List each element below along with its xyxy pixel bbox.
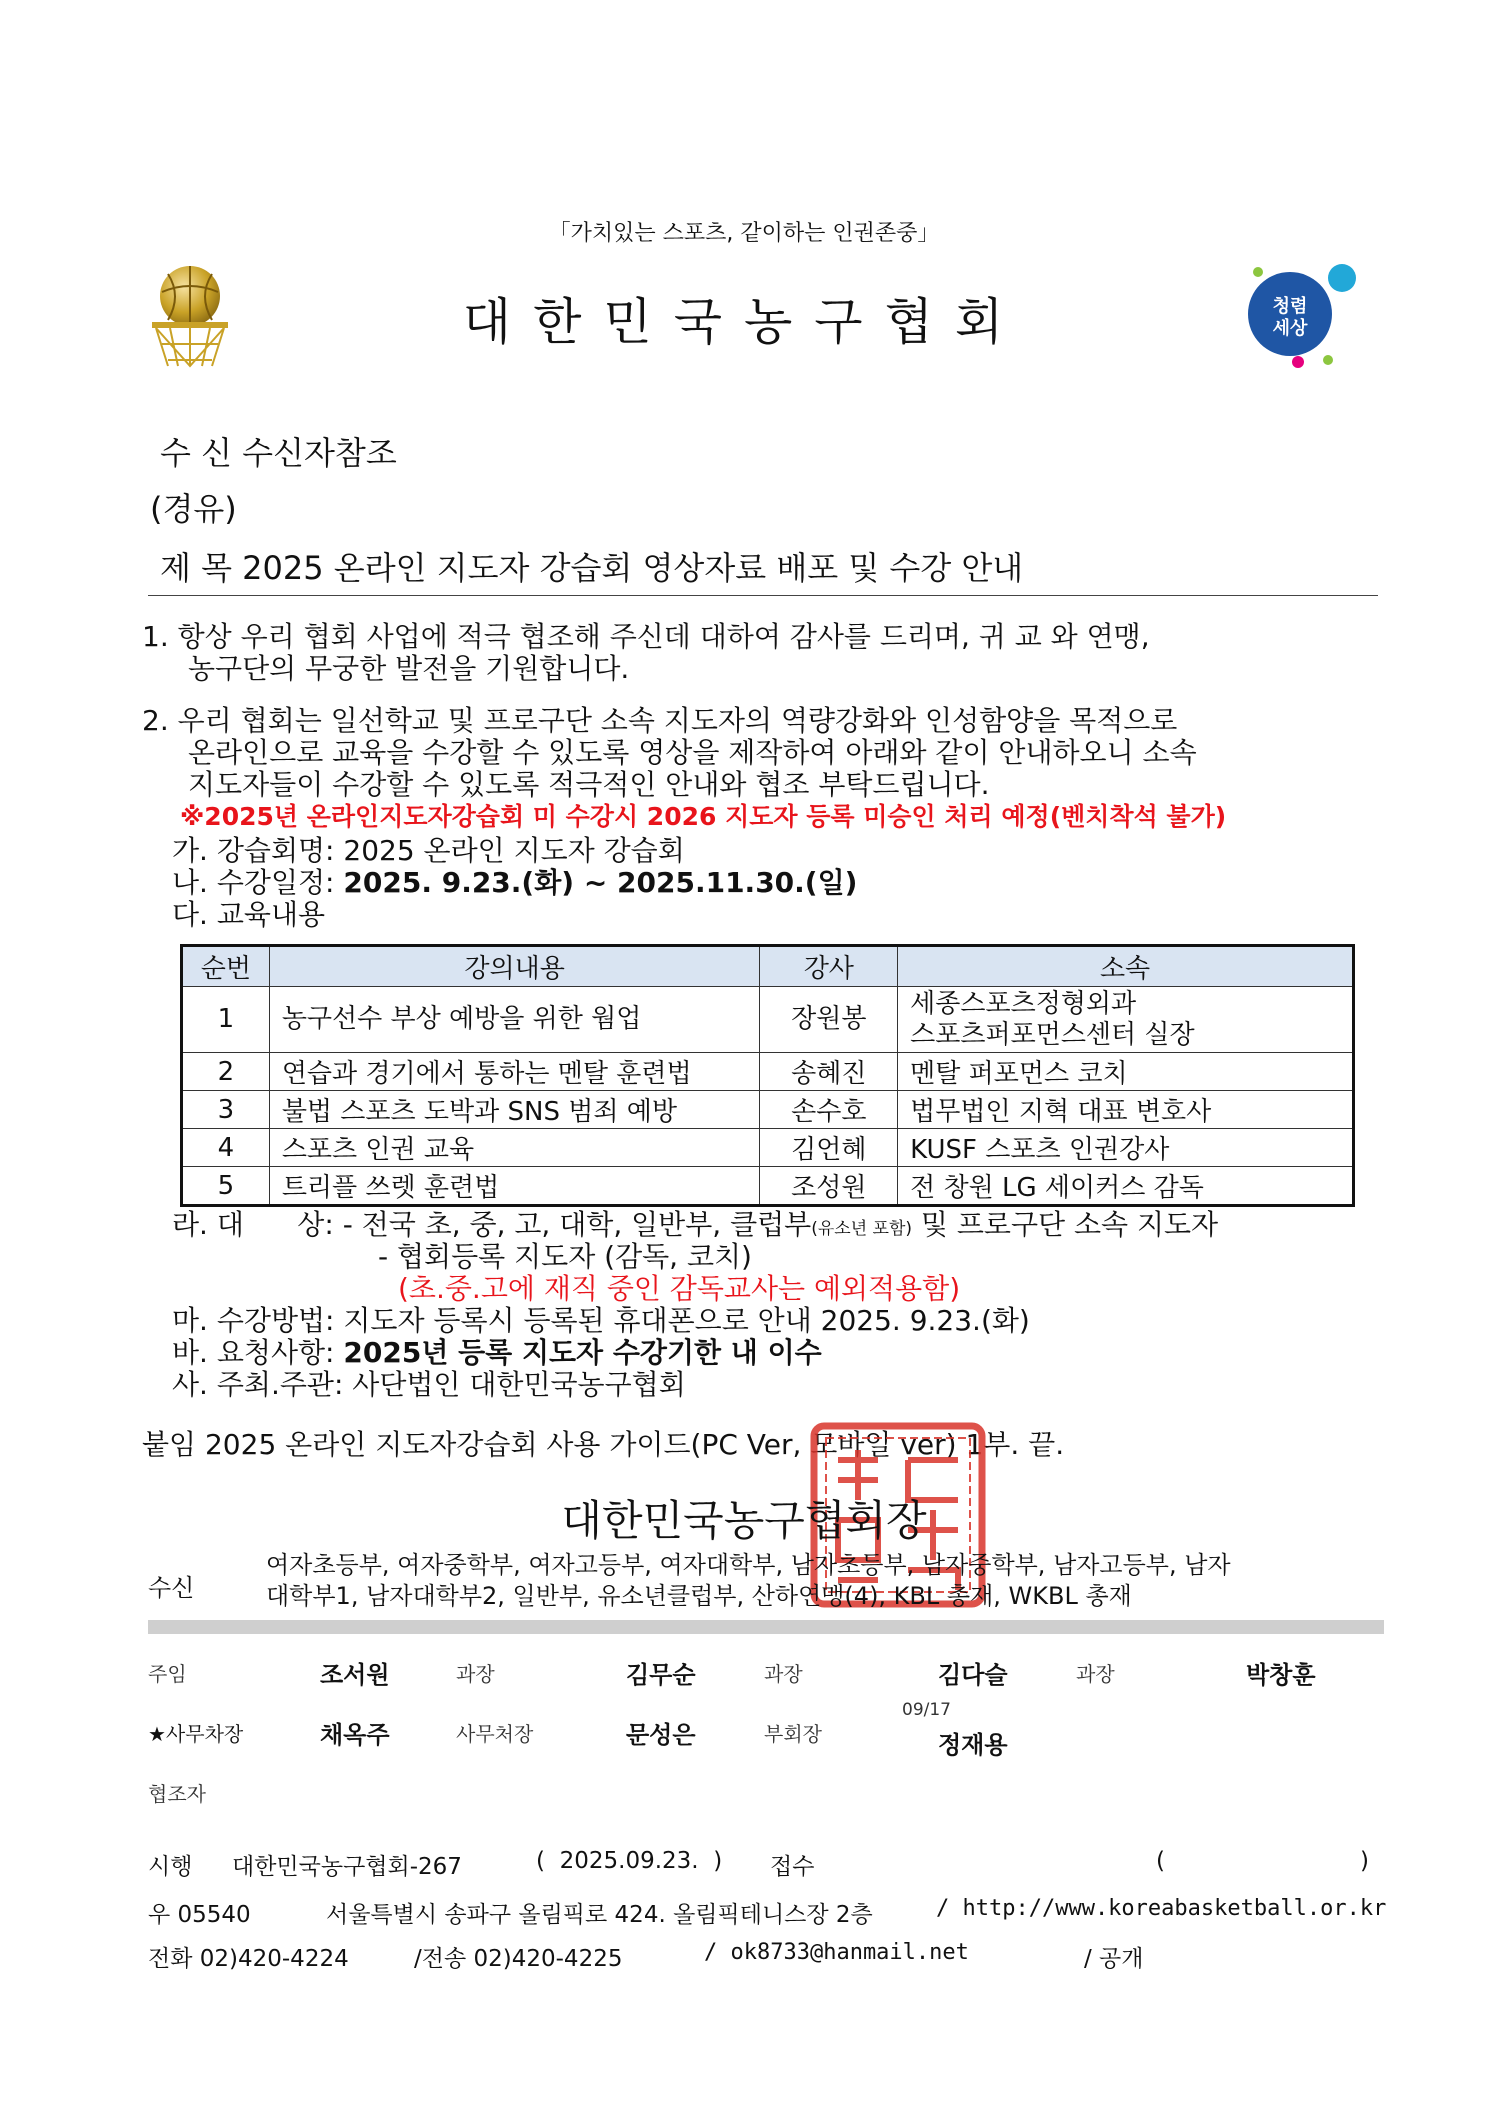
org-title: 대한민국농구협회	[462, 293, 1026, 351]
item-ga: 가. 강습회명: 2025 온라인 지도자 강습회	[172, 834, 685, 867]
row-no: 1	[182, 987, 270, 1053]
email[interactable]: / ok8733@hanmail.net	[704, 1940, 969, 1965]
affiliation-line-2: 스포츠퍼포먼스센터 실장	[910, 1019, 1195, 1050]
disclosure: / 공개	[1084, 1946, 1144, 1972]
approval-title-1: 주임	[148, 1662, 187, 1686]
subject-line: 제 목 2025 온라인 지도자 강습회 영상자료 배포 및 수강 안내	[160, 549, 1024, 587]
document-number: 대한민국농구협회-267	[232, 1854, 462, 1880]
recipients-label: 수신	[148, 1574, 195, 1602]
approval-name-4: 박창훈	[1246, 1661, 1316, 1689]
recipients-line-1: 여자초등부, 여자중학부, 여자고등부, 여자대학부, 남자초등부, 남자중학부, 남자고등부, 남자	[266, 1551, 1231, 1579]
header-rule	[148, 595, 1378, 596]
attachment-line: 붙임 2025 온라인 지도자강습회 사용 가이드(PC Ver, 모바일 ver) 1부. 끝.	[142, 1428, 1065, 1461]
item-ra-label: 라. 대 상:	[172, 1208, 343, 1241]
approval-date-7: 09/17	[902, 1700, 951, 1720]
receive-paren-open: (	[1156, 1848, 1165, 1874]
paragraph-1-line-2: 농구단의 무궁한 발전을 기원합니다.	[188, 652, 630, 685]
col-header-content: 강의내용	[269, 946, 760, 987]
item-ma: 마. 수강방법: 지도자 등록시 등록된 휴대폰으로 안내 2025. 9.23.(화)	[172, 1304, 1030, 1337]
row-content: 트리플 쓰렛 훈련법	[269, 1167, 760, 1206]
approval-title-4: 과장	[1076, 1662, 1115, 1686]
row-affiliation: 전 창원 LG 세이커스 감독	[898, 1167, 1354, 1206]
row-affiliation	[898, 987, 1354, 1053]
item-da: 다. 교육내용	[172, 898, 326, 931]
row-affiliation: KUSF 스포츠 인권강사	[898, 1129, 1354, 1167]
row-no: 3	[182, 1091, 270, 1129]
item-ba-label: 바. 요청사항:	[172, 1336, 344, 1369]
website-url[interactable]: / http://www.koreabasketball.or.kr	[936, 1896, 1387, 1921]
approval-title-6: 사무처장	[456, 1722, 534, 1746]
paragraph-2-line-2: 온라인으로 교육을 수강할 수 있도록 영상을 제작하여 아래와 같이 안내하오니 소속	[188, 736, 1197, 769]
svg-text:청렴: 청렴	[1272, 296, 1308, 317]
recipients-line-2: 대학부1, 남자대학부2, 일반부, 유소년클럽부, 산하연맹(4), KBL 총재, WKBL 총재	[266, 1582, 1132, 1610]
row-affiliation: 멘탈 퍼포먼스 코치	[898, 1053, 1354, 1091]
table-row	[182, 1091, 1354, 1129]
approval-title-2: 과장	[456, 1662, 495, 1686]
via-line: (경유)	[150, 490, 237, 528]
table-row	[182, 1129, 1354, 1167]
affiliation-line-1: 세종스포츠정형외과	[910, 988, 1137, 1019]
row-lecturer: 조성원	[760, 1167, 898, 1206]
item-na-label: 나. 수강일정:	[172, 866, 344, 899]
approval-name-5: 채옥주	[320, 1721, 390, 1749]
approval-name-3: 김다슬	[938, 1661, 1008, 1689]
item-ba-value: 2025년 등록 지도자 수강기한 내 이수	[343, 1336, 822, 1369]
table-row	[182, 987, 1354, 1053]
education-table	[180, 944, 1355, 1207]
item-ra-line-1: - 전국 초, 중, 고, 대학, 일반부, 클럽부	[342, 1208, 812, 1241]
approval-name-1: 조서원	[320, 1661, 390, 1689]
table-row	[182, 1053, 1354, 1091]
col-header-lecturer: 강사	[760, 946, 898, 987]
fax: /전송 02)420-4225	[414, 1946, 623, 1972]
paragraph-1-line-1: 1. 항상 우리 협회 사업에 적극 협조해 주신데 대하여 감사를 드리며, 귀 교 와 연맹,	[142, 620, 1150, 653]
item-ra-line-2: - 협회등록 지도자 (감독, 코치)	[378, 1240, 752, 1273]
gray-divider	[148, 1620, 1384, 1634]
item-ba	[172, 1336, 822, 1369]
row-lecturer: 송혜진	[760, 1053, 898, 1091]
recipients-list	[266, 1550, 1386, 1612]
postal-code: 우 05540	[148, 1902, 251, 1928]
row-lecturer: 장원봉	[760, 987, 898, 1053]
president-title: 대한민국농구협회장	[561, 1496, 927, 1545]
enforce-label: 시행	[148, 1854, 193, 1880]
item-na-value: 2025. 9.23.(화) ~ 2025.11.30.(일)	[343, 866, 858, 899]
table-header-row	[182, 946, 1354, 987]
recipient-line: 수 신 수신자참조	[160, 434, 397, 472]
address: 서울특별시 송파구 올림픽로 424. 올림픽테니스장 2층	[326, 1902, 873, 1928]
item-na	[172, 866, 857, 899]
approval-title-3: 과장	[764, 1662, 803, 1686]
integrity-logo	[1238, 262, 1358, 370]
row-lecturer: 김언혜	[760, 1129, 898, 1167]
approval-name-7: 정재용	[938, 1731, 1008, 1759]
approval-title-7: 부회장	[764, 1722, 822, 1746]
approval-title-5: ★사무차장	[148, 1722, 244, 1746]
table-row	[182, 1167, 1354, 1206]
paragraph-2-line-1: 2. 우리 협회는 일선학교 및 프로구단 소속 지도자의 역량강화와 인성함양을 목적으로	[142, 704, 1178, 737]
item-ra-line-1b: 및 프로구단 소속 지도자	[912, 1208, 1219, 1241]
row-lecturer: 손수호	[760, 1091, 898, 1129]
row-content: 연습과 경기에서 통하는 멘탈 훈련법	[269, 1053, 760, 1091]
slogan: 「가치있는 스포츠, 같이하는 인권존중」	[548, 221, 940, 246]
row-no: 2	[182, 1053, 270, 1091]
approval-name-6: 문성은	[626, 1721, 696, 1749]
row-no: 5	[182, 1167, 270, 1206]
svg-text:세상: 세상	[1272, 318, 1308, 339]
col-header-no: 순번	[182, 946, 270, 987]
item-sa: 사. 주최.주관: 사단법인 대한민국농구협회	[172, 1368, 686, 1401]
warning-notice: ※2025년 온라인지도자강습회 미 수강시 2026 지도자 등록 미승인 처리 예정(벤치착석 불가)	[180, 802, 1227, 831]
cooperator-label: 협조자	[148, 1782, 206, 1806]
receive-label: 접수	[770, 1854, 815, 1880]
col-header-affiliation: 소속	[898, 946, 1354, 987]
phone: 전화 02)420-4224	[148, 1946, 349, 1972]
enforce-date: ( 2025.09.23. )	[536, 1848, 723, 1874]
row-affiliation: 법무법인 지혁 대표 변호사	[898, 1091, 1354, 1129]
row-content: 스포츠 인권 교육	[269, 1129, 760, 1167]
receive-paren-close: )	[1360, 1848, 1369, 1874]
approval-name-2: 김무순	[626, 1661, 696, 1689]
row-content: 불법 스포츠 도박과 SNS 범죄 예방	[269, 1091, 760, 1129]
item-ra-exception: (초.중.고에 재직 중인 감독교사는 예외적용함)	[398, 1272, 961, 1305]
paragraph-2-line-3: 지도자들이 수강할 수 있도록 적극적인 안내와 협조 부탁드립니다.	[188, 768, 990, 801]
item-ra-small: (유소년 포함)	[811, 1219, 913, 1239]
row-content: 농구선수 부상 예방을 위한 웜업	[269, 987, 760, 1053]
row-no: 4	[182, 1129, 270, 1167]
